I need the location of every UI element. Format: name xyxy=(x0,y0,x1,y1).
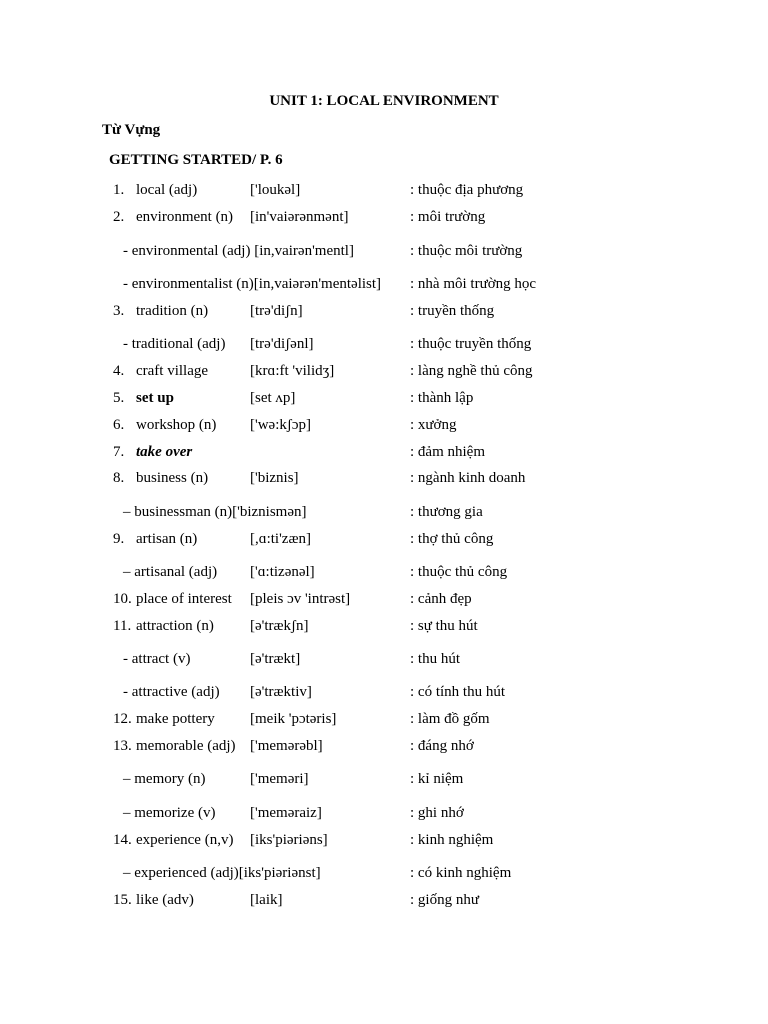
vocab-pronunciation: [trə'diʃn] xyxy=(250,303,303,319)
vocab-row xyxy=(0,502,768,522)
vocab-word: tradition (n) xyxy=(136,303,209,319)
vocab-row xyxy=(0,388,768,408)
vocab-row xyxy=(0,709,768,729)
page-title: UNIT 1: LOCAL ENVIRONMENT xyxy=(269,93,499,109)
vocab-number: 11. xyxy=(113,618,132,634)
vocab-word: - traditional (adj) xyxy=(123,336,226,352)
vocab-meaning: : sự thu hút xyxy=(410,618,478,634)
vocab-meaning: : ngành kinh doanh xyxy=(410,470,526,486)
vocab-row xyxy=(0,562,768,582)
vocab-word: – artisanal (adj) xyxy=(123,564,218,580)
vocab-meaning: : thành lập xyxy=(410,390,474,406)
vocab-pronunciation: [ə'træktiv] xyxy=(250,684,312,700)
vocab-word: - environmentalist (n)[in,vaiərən'mentəlist] xyxy=(123,276,382,292)
vocab-meaning: : giống như xyxy=(410,892,479,908)
vocab-pronunciation: [meik 'pɔtəris] xyxy=(250,711,337,727)
vocab-pronunciation: [ə'trækʃn] xyxy=(250,618,309,634)
vocab-word: – businessman (n)['biznismən] xyxy=(123,504,307,520)
vocab-pronunciation: ['meməraiz] xyxy=(250,805,322,821)
vocab-word: – experienced (adj)[iks'piəriənst] xyxy=(123,865,321,881)
vocab-pronunciation: [ə'trækt] xyxy=(250,651,301,667)
vocab-pronunciation: ['loukəl] xyxy=(250,182,301,198)
vocab-number: 14. xyxy=(113,832,132,848)
vocab-pronunciation: [set ʌp] xyxy=(250,390,296,406)
vocab-number: 6. xyxy=(113,417,125,433)
vocab-word: - environmental (adj) [in,vairən'mentl] xyxy=(123,243,354,259)
vocab-meaning: : cảnh đẹp xyxy=(410,591,472,607)
vocab-row xyxy=(0,589,768,609)
vocab-row xyxy=(0,180,768,200)
vocab-pronunciation: ['ɑ:tizənəl] xyxy=(250,564,315,580)
vocab-number: 10. xyxy=(113,591,132,607)
vocab-pronunciation: [krɑ:ft 'vilidʒ] xyxy=(250,363,335,379)
vocab-pronunciation: ['meməri] xyxy=(250,771,309,787)
vocab-word: - attractive (adj) xyxy=(123,684,220,700)
vocab-number: 12. xyxy=(113,711,132,727)
vocab-meaning: : nhà môi trường học xyxy=(410,276,537,292)
vocab-meaning: : kinh nghiệm xyxy=(410,832,494,848)
vocab-meaning: : kỉ niệm xyxy=(410,771,464,787)
vocabulary-heading: Từ Vựng xyxy=(102,122,161,138)
vocab-meaning: : làng nghề thủ công xyxy=(410,363,533,379)
vocab-row xyxy=(0,649,768,669)
vocab-row xyxy=(0,890,768,910)
vocab-row xyxy=(0,361,768,381)
vocab-word: experience (n,v) xyxy=(136,832,234,848)
vocab-meaning: : môi trường xyxy=(410,209,486,225)
vocab-word: – memorize (v) xyxy=(123,805,216,821)
vocab-word: artisan (n) xyxy=(136,531,198,547)
vocab-word: memorable (adj) xyxy=(136,738,236,754)
vocab-number: 15. xyxy=(113,892,132,908)
vocab-word: – memory (n) xyxy=(123,771,206,787)
vocab-word: workshop (n) xyxy=(136,417,217,433)
vocab-row xyxy=(0,736,768,756)
vocab-row xyxy=(0,241,768,261)
vocab-row xyxy=(0,863,768,883)
vocab-meaning: : đáng nhớ xyxy=(410,738,474,754)
vocab-meaning: : xưởng xyxy=(410,417,457,433)
vocab-row xyxy=(0,830,768,850)
section-heading: GETTING STARTED/ P. 6 xyxy=(109,152,283,168)
vocab-row xyxy=(0,301,768,321)
vocab-meaning: : đảm nhiệm xyxy=(410,444,485,460)
vocab-row xyxy=(0,442,768,462)
vocab-pronunciation: [laik] xyxy=(250,892,283,908)
vocab-meaning: : ghi nhớ xyxy=(410,805,464,821)
vocab-pronunciation: ['wə:kʃɔp] xyxy=(250,417,312,433)
vocab-number: 1. xyxy=(113,182,125,198)
vocab-number: 5. xyxy=(113,390,125,406)
vocab-row xyxy=(0,207,768,227)
vocab-word: like (adv) xyxy=(136,892,194,908)
vocab-meaning: : có kinh nghiệm xyxy=(410,865,512,881)
vocab-meaning: : truyền thống xyxy=(410,303,495,319)
vocab-pronunciation: [in'vaiərənmənt] xyxy=(250,209,349,225)
vocab-number: 13. xyxy=(113,738,132,754)
vocab-meaning: : thuộc môi trường xyxy=(410,243,523,259)
vocab-word: place of interest xyxy=(136,591,232,607)
vocab-row xyxy=(0,274,768,294)
vocab-row xyxy=(0,769,768,789)
vocab-number: 2. xyxy=(113,209,125,225)
vocab-word: environment (n) xyxy=(136,209,234,225)
vocab-word: local (adj) xyxy=(136,182,198,198)
vocab-word: attraction (n) xyxy=(136,618,214,634)
vocab-meaning: : thợ thủ công xyxy=(410,531,494,547)
vocab-meaning: : làm đồ gốm xyxy=(410,711,490,727)
vocab-row xyxy=(0,468,768,488)
vocab-row xyxy=(0,616,768,636)
vocab-number: 3. xyxy=(113,303,125,319)
vocab-number: 8. xyxy=(113,470,125,486)
vocab-row xyxy=(0,334,768,354)
vocab-number: 7. xyxy=(113,444,125,460)
vocab-pronunciation: ['biznis] xyxy=(250,470,299,486)
vocab-word: craft village xyxy=(136,363,209,379)
vocab-meaning: : thuộc địa phương xyxy=(410,182,524,198)
vocab-meaning: : thương gia xyxy=(410,504,483,520)
vocab-pronunciation: ['memərəbl] xyxy=(250,738,323,754)
vocab-word: business (n) xyxy=(136,470,209,486)
vocab-number: 4. xyxy=(113,363,125,379)
vocab-row xyxy=(0,529,768,549)
vocab-meaning: : có tính thu hút xyxy=(410,684,505,700)
vocab-pronunciation: [trə'diʃənl] xyxy=(250,336,314,352)
vocab-word: make pottery xyxy=(136,711,215,727)
vocab-meaning: : thu hút xyxy=(410,651,461,667)
vocab-row xyxy=(0,415,768,435)
vocab-word: set up xyxy=(136,390,174,406)
vocab-pronunciation: [pleis ɔv 'intrəst] xyxy=(250,591,351,607)
vocab-word: - attract (v) xyxy=(123,651,191,667)
vocab-meaning: : thuộc truyền thống xyxy=(410,336,532,352)
vocab-row xyxy=(0,803,768,823)
vocab-row xyxy=(0,682,768,702)
vocab-pronunciation: [iks'piəriəns] xyxy=(250,832,328,848)
vocab-pronunciation: [,ɑ:ti'zæn] xyxy=(250,531,311,547)
vocab-number: 9. xyxy=(113,531,125,547)
vocab-word: take over xyxy=(136,444,193,460)
vocab-meaning: : thuộc thủ công xyxy=(410,564,508,580)
